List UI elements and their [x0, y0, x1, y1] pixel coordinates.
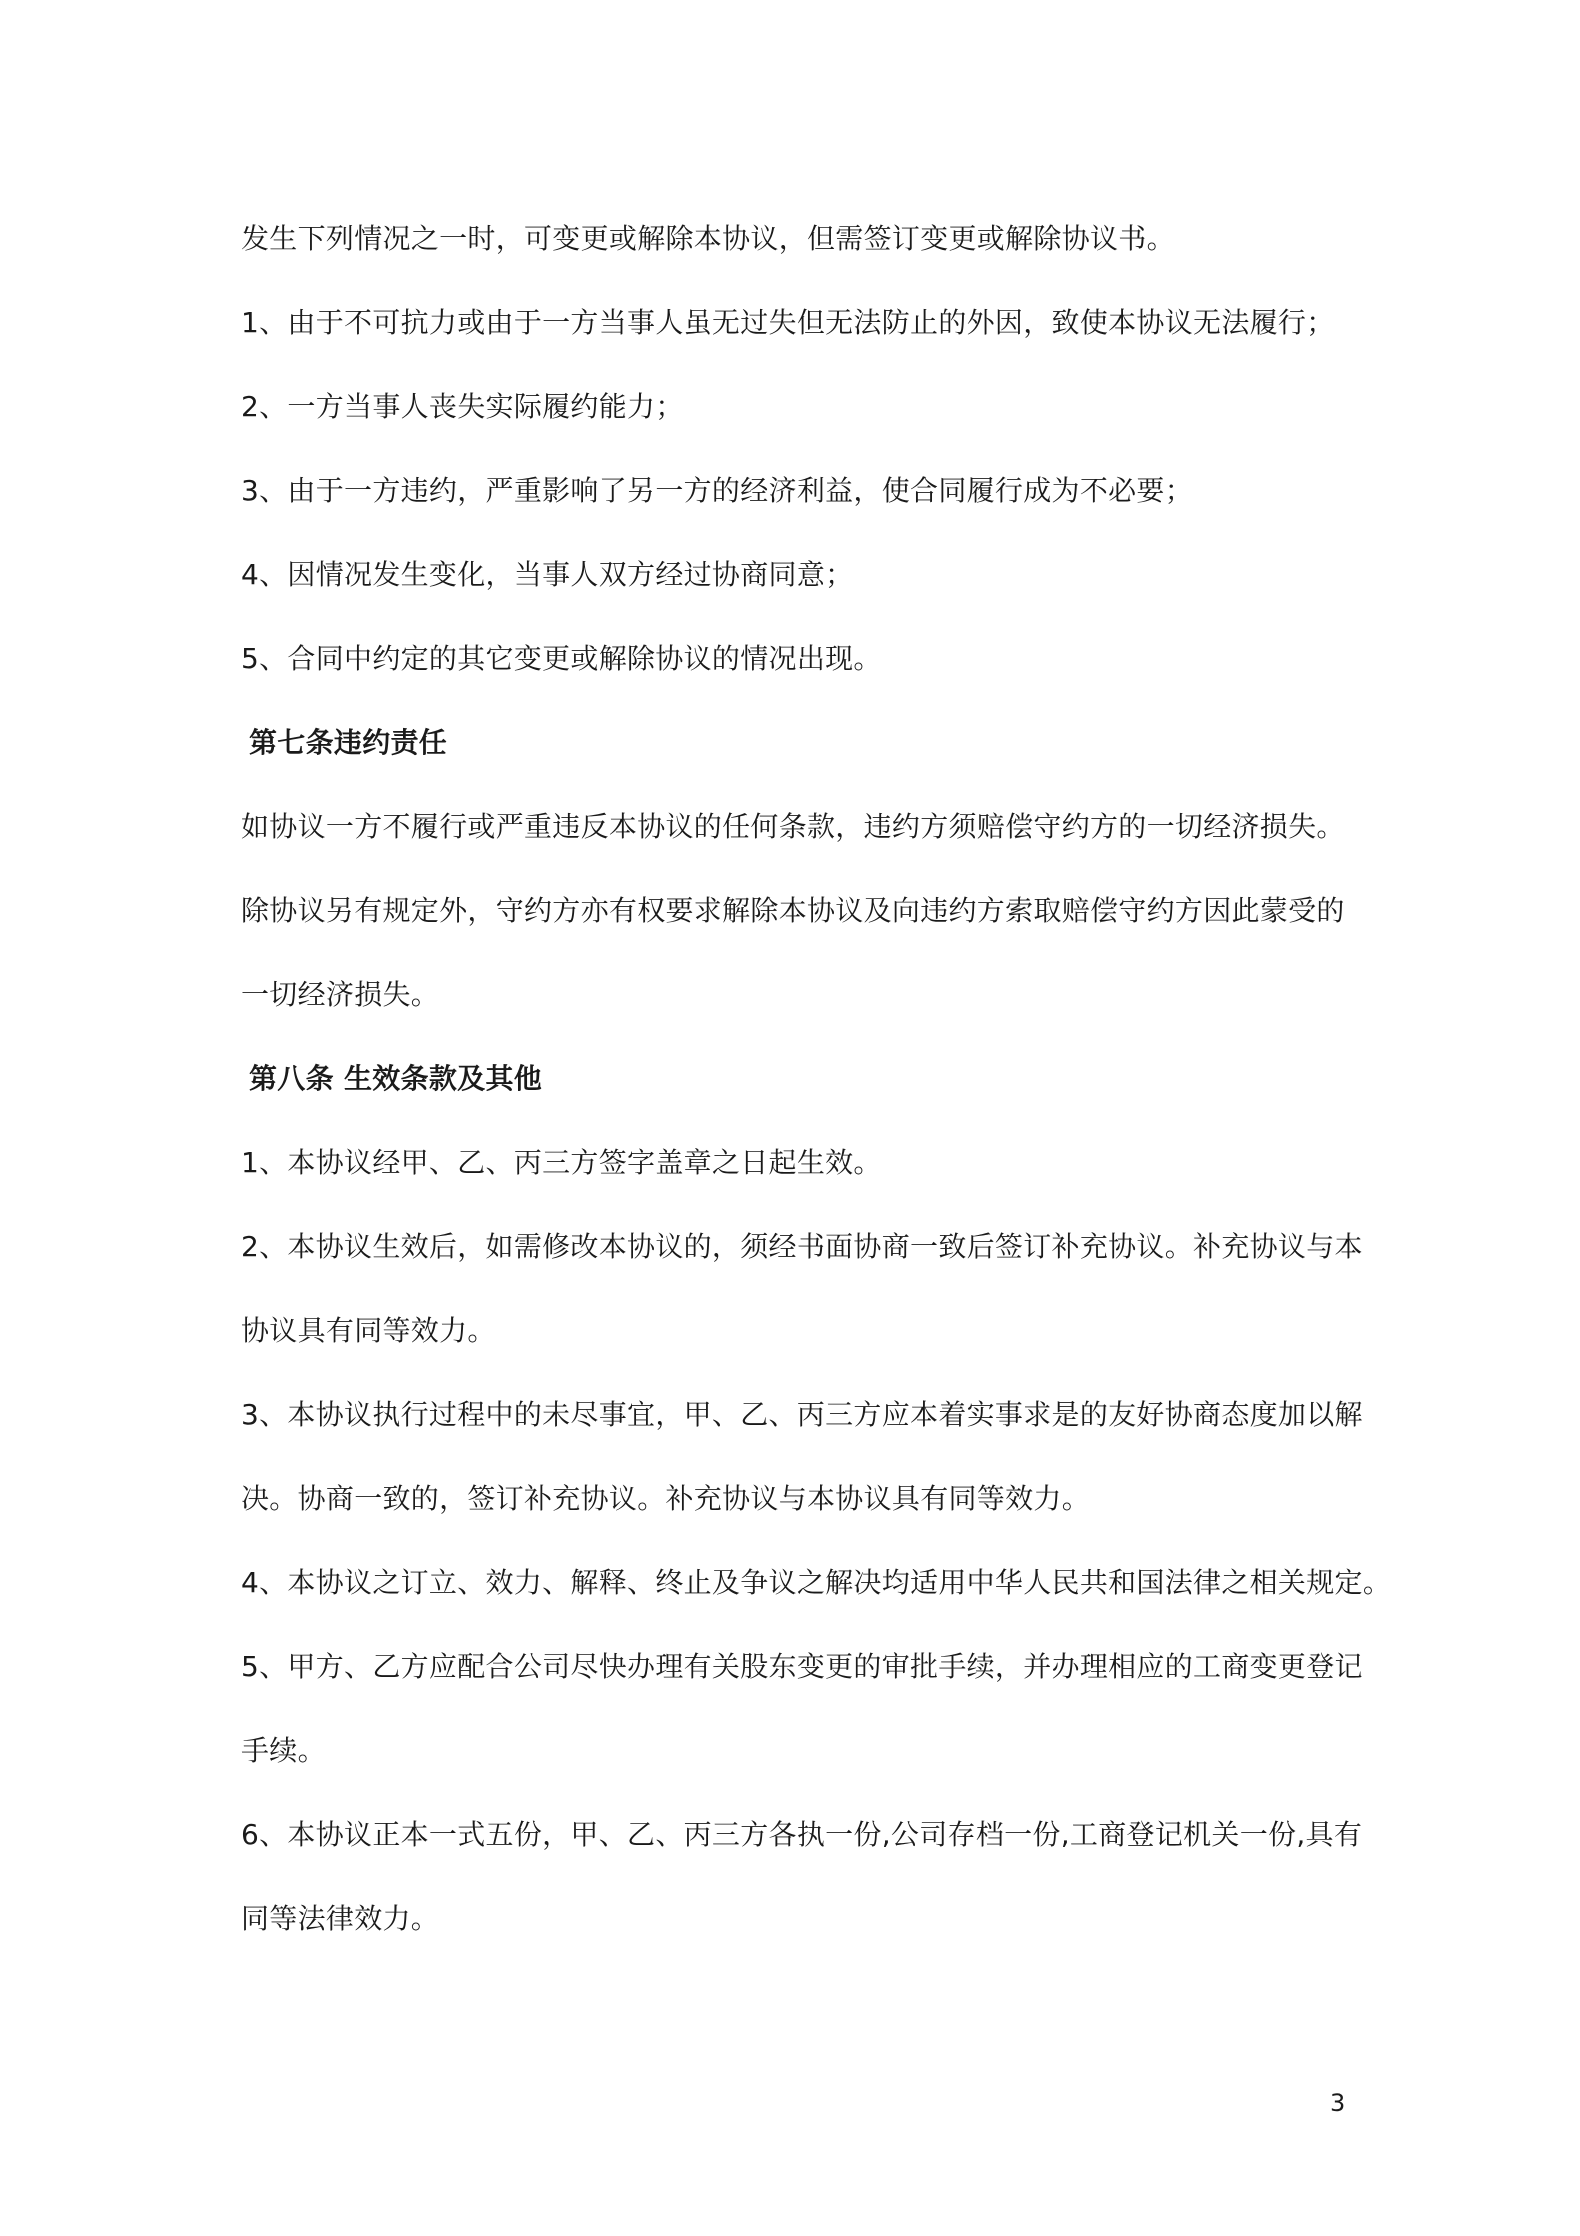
paragraph-line: 发生下列情况之一时，可变更或解除本协议，但需签订变更或解除协议书。 — [241, 222, 1175, 255]
paragraph-line: 5、甲方、乙方应配合公司尽快办理有关股东变更的审批手续，并办理相应的工商变更登记 — [241, 1650, 1363, 1683]
paragraph-line: 如协议一方不履行或严重违反本协议的任何条款，违约方须赔偿守约方的一切经济损失。 — [241, 810, 1345, 843]
paragraph-line: 1、本协议经甲、乙、丙三方签字盖章之日起生效。 — [241, 1146, 882, 1179]
paragraph-line: 决。协商一致的，签订补充协议。补充协议与本协议具有同等效力。 — [241, 1482, 1091, 1515]
paragraph-line: 4、本协议之订立、效力、解释、终止及争议之解决均适用中华人民共和国法律之相关规定。 — [241, 1566, 1392, 1599]
paragraph-line: 4、因情况发生变化，当事人双方经过协商同意； — [241, 558, 854, 591]
paragraph-line: 一切经济损失。 — [241, 978, 440, 1011]
paragraph-line: 除协议另有规定外，守约方亦有权要求解除本协议及向违约方索取赔偿守约方因此蒙受的 — [241, 894, 1345, 927]
paragraph-line: 6、本协议正本一式五份，甲、乙、丙三方各执一份,公司存档一份,工商登记机关一份,具有 — [241, 1818, 1363, 1851]
paragraph-line: 2、一方当事人丧失实际履约能力； — [241, 390, 684, 423]
paragraph-line: 3、本协议执行过程中的未尽事宜，甲、乙、丙三方应本着实事求是的友好协商态度加以解 — [241, 1398, 1363, 1431]
paragraph-line: 1、由于不可抗力或由于一方当事人虽无过失但无法防止的外因，致使本协议无法履行； — [241, 306, 1335, 339]
section-heading: 第八条 生效条款及其他 — [249, 1062, 543, 1095]
paragraph-line: 同等法律效力。 — [241, 1902, 440, 1935]
paragraph-line: 协议具有同等效力。 — [241, 1314, 496, 1347]
paragraph-line: 5、合同中约定的其它变更或解除协议的情况出现。 — [241, 642, 882, 675]
paragraph-line: 3、由于一方违约，严重影响了另一方的经济利益，使合同履行成为不必要； — [241, 474, 1194, 507]
section-heading: 第七条违约责任 — [249, 726, 448, 759]
paragraph-line: 手续。 — [241, 1734, 326, 1767]
document-body — [241, 197, 1392, 1961]
page-number: 3 — [1330, 2089, 1346, 2117]
paragraph-line: 2、本协议生效后，如需修改本协议的，须经书面协商一致后签订补充协议。补充协议与本 — [241, 1230, 1363, 1263]
